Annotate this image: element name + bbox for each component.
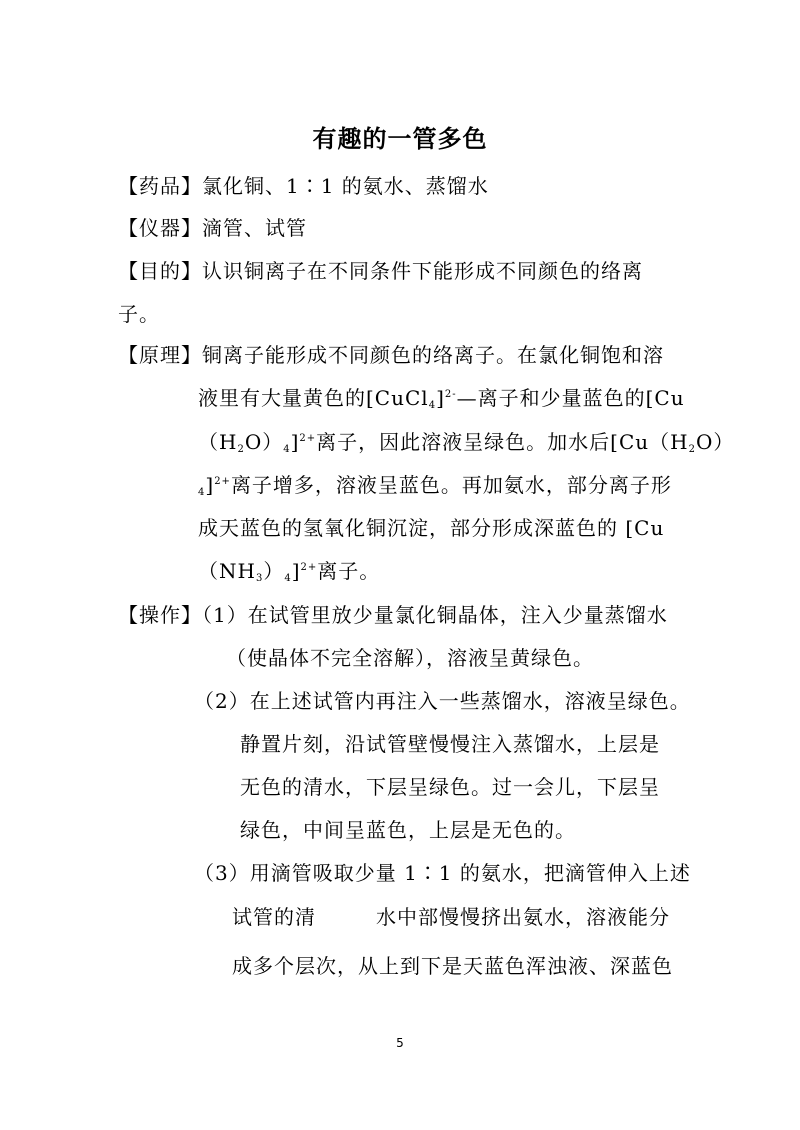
operation-step2-line-2: 静置片刻，沿试管壁慢慢注入蒸馏水，上层是 bbox=[240, 732, 660, 756]
principle-text-2c: —离子和少量蓝色的[Cu bbox=[456, 386, 685, 410]
page-title: 有趣的一管多色 bbox=[312, 125, 488, 153]
principle-line-1 bbox=[118, 341, 664, 369]
principle-text-6d: 离子。 bbox=[317, 559, 381, 583]
subscript: 4 bbox=[283, 444, 291, 455]
principle-text-3a: （H bbox=[198, 430, 238, 454]
superscript: 2+ bbox=[299, 433, 317, 444]
purpose-line-2: 子。 bbox=[118, 302, 160, 326]
principle-text-3e: O） bbox=[695, 430, 735, 454]
operation-step2-line-1: （2）在上述试管内再注入一些蒸馏水，溶液呈绿色。 bbox=[194, 689, 691, 713]
operation-step1-line-2: （使晶体不完全溶解），溶液呈黄绿色。 bbox=[226, 646, 594, 670]
drugs-label: 【药品】 bbox=[118, 174, 202, 198]
subscript: 4 bbox=[198, 487, 206, 498]
principle-line-2 bbox=[198, 384, 685, 412]
subscript: 2 bbox=[237, 444, 245, 455]
subscript: 3 bbox=[255, 573, 264, 584]
subscript: 2 bbox=[688, 444, 696, 455]
purpose-line-1 bbox=[118, 257, 643, 285]
bracket: ] bbox=[291, 559, 301, 583]
instruments-text: 滴管、试管 bbox=[202, 216, 307, 240]
principle-text-3b: O） bbox=[244, 430, 284, 454]
bracket: ] bbox=[290, 430, 300, 454]
principle-text-6a: （NH bbox=[198, 559, 256, 583]
instruments-label: 【仪器】 bbox=[118, 216, 202, 240]
superscript: 2+ bbox=[214, 476, 231, 487]
principle-text-3d: 离子，因此溶液呈绿色。加水后[Cu（H bbox=[316, 430, 689, 454]
subscript: 4 bbox=[284, 573, 292, 584]
operation-step3-text-2a: 试管的清 bbox=[232, 905, 316, 929]
operation-label: 【操作】 bbox=[118, 603, 202, 627]
subscript: 4 bbox=[428, 400, 437, 411]
bracket: ] bbox=[205, 473, 215, 497]
operation-step3-text-2b: 水中部慢慢挤出氨水，溶液能分 bbox=[376, 905, 670, 929]
operation-line-1 bbox=[118, 601, 668, 629]
operation-step3-line-2 bbox=[232, 903, 670, 931]
operation-step3-line-3: 成多个层次，从上到下是天蓝色浑浊液、深蓝色 bbox=[232, 954, 673, 978]
operation-step1-text-1: （1）在试管里放少量氯化铜晶体，注入少量蒸馏水 bbox=[202, 603, 668, 627]
drugs-line bbox=[118, 172, 489, 200]
principle-text-1: 铜离子能形成不同颜色的络离子。在氯化铜饱和溶 bbox=[202, 343, 664, 367]
principle-text-2a: 液里有大量黄色的[CuCl bbox=[198, 386, 429, 410]
purpose-text-1: 认识铜离子在不同条件下能形成不同颜色的络离 bbox=[202, 259, 643, 283]
operation-step2-line-4: 绿色，中间呈蓝色，上层是无色的。 bbox=[240, 818, 576, 842]
operation-step3-line-1: （3）用滴管吸取少量 1∶1 的氨水，把滴管伸入上述 bbox=[194, 861, 691, 885]
instruments-line bbox=[118, 214, 307, 242]
principle-line-3 bbox=[198, 428, 734, 456]
principle-text-6b: ） bbox=[263, 559, 285, 583]
principle-label: 【原理】 bbox=[118, 343, 202, 367]
superscript: 2+ bbox=[300, 562, 318, 573]
principle-line-4 bbox=[198, 471, 672, 499]
operation-step2-line-3: 无色的清水，下层呈绿色。过一会儿，下层呈 bbox=[240, 775, 660, 799]
bracket: ] bbox=[436, 386, 445, 410]
principle-line-5: 成天蓝色的氢氧化铜沉淀，部分形成深蓝色的 [Cu bbox=[198, 516, 665, 540]
page-number: 5 bbox=[396, 1036, 404, 1050]
purpose-label: 【目的】 bbox=[118, 259, 202, 283]
principle-text-4b: 离子增多，溶液呈蓝色。再加氨水，部分离子形 bbox=[230, 473, 672, 497]
superscript: 2- bbox=[444, 389, 457, 400]
drugs-text: 氯化铜、1∶1 的氨水、蒸馏水 bbox=[202, 174, 489, 198]
principle-line-6 bbox=[198, 557, 380, 585]
